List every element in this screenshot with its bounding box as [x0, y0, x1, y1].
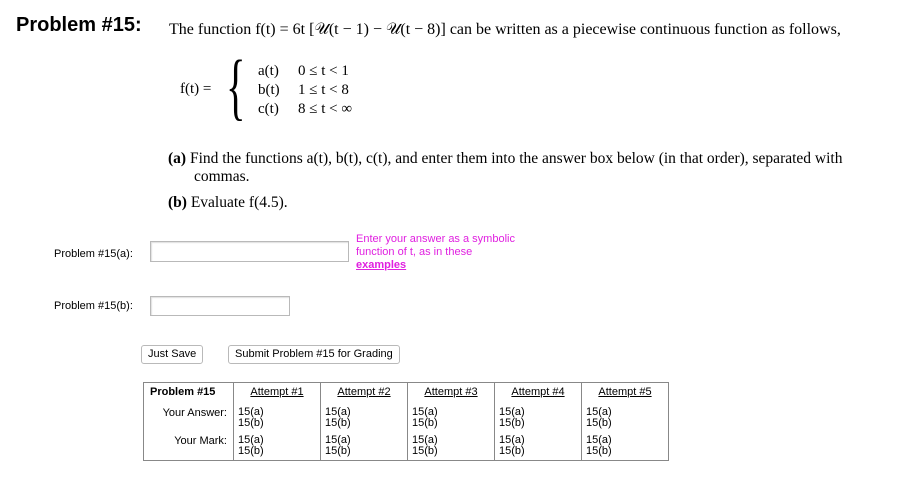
answer-b-label: Problem #15(b): [54, 300, 133, 312]
table-row [144, 404, 669, 434]
attempt-header: Attempt #5 [582, 383, 669, 405]
answer-cell: 15(a) 15(b) [321, 404, 408, 434]
just-save-button[interactable]: Just Save [141, 345, 203, 364]
part-a-text-cont: commas. [194, 168, 250, 185]
answer-a-input[interactable] [150, 241, 349, 262]
piece-func: a(t) [258, 63, 279, 79]
your-answer-label: Your Answer: [162, 407, 227, 419]
mark-cell: 15(a) 15(b) [582, 434, 669, 461]
part-b-text: (b) Evaluate f(4.5). [168, 194, 288, 211]
answer-b-input[interactable] [150, 296, 290, 316]
part-a-label: (a) [168, 150, 187, 167]
table-row [144, 434, 669, 461]
problem-title: Problem #15: [16, 14, 142, 36]
mark-cell: 15(a) 15(b) [234, 434, 321, 461]
attempts-table [143, 382, 669, 461]
examples-link[interactable]: examples [356, 259, 407, 271]
piece-cond: 1 ≤ t < 8 [298, 82, 349, 98]
answer-a-label: Problem #15(a): [54, 248, 133, 260]
mark-cell: 15(a) 15(b) [408, 434, 495, 461]
piece-func: b(t) [258, 82, 280, 98]
answer-cell: 15(a) 15(b) [495, 404, 582, 434]
answer-cell: 15(a) 15(b) [408, 404, 495, 434]
attempt-header: Attempt #3 [408, 383, 495, 405]
table-header-row [144, 383, 669, 405]
answer-hint: Enter your answer as a symbolic function of t, as in these examples [356, 233, 556, 272]
answer-cell: 15(a) 15(b) [234, 404, 321, 434]
mark-cell: 15(a) 15(b) [321, 434, 408, 461]
answer-cell: 15(a) 15(b) [582, 404, 669, 434]
table-header-problem: Problem #15 [150, 386, 216, 398]
piece-row [258, 63, 349, 80]
piece-row [258, 101, 353, 118]
problem-statement: The function f(t) = 6t [𝒰(t − 1) − 𝒰(t − 8)] can be written as a piecewise continuous function as follows, [169, 21, 841, 38]
piece-func: c(t) [258, 101, 279, 117]
attempt-header: Attempt #1 [234, 383, 321, 405]
attempt-header: Attempt #2 [321, 383, 408, 405]
your-mark-label: Your Mark: [174, 435, 227, 447]
piecewise-lhs: f(t) = [180, 81, 212, 97]
piece-cond: 0 ≤ t < 1 [298, 63, 349, 79]
piece-row [258, 82, 349, 99]
attempt-header: Attempt #4 [495, 383, 582, 405]
piece-cond: 8 ≤ t < ∞ [298, 101, 353, 117]
left-brace-icon: { [226, 46, 246, 128]
submit-button[interactable]: Submit Problem #15 for Grading [228, 345, 400, 364]
part-a-text: (a) Find the functions a(t), b(t), c(t), and enter them into the answer box below (in that order), separated with [168, 150, 843, 167]
part-b-label: (b) [168, 194, 187, 211]
mark-cell: 15(a) 15(b) [495, 434, 582, 461]
